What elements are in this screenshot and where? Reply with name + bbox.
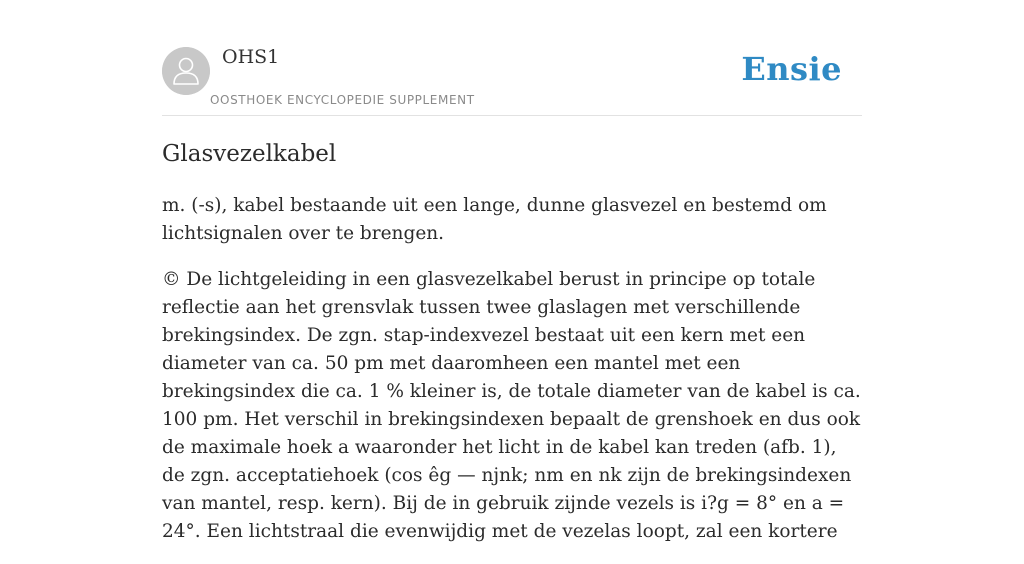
entry-header — [162, 44, 862, 116]
definition-paragraph: m. (-s), kabel bestaande uit een lange, dunne glasvezel en bestemd om lichtsignalen over te brengen. — [162, 195, 827, 244]
entry-content — [162, 138, 862, 564]
description-paragraph: © De lichtgeleiding in een glasvezelkabel berust in principe op totale reflectie aan het grensvlak tussen twee glaslagen met verschillende brekingsindex. De zgn. stap-indexvezel bestaat uit een kern met een diameter van ca. 50 pm met daaromheen een mantel met een brekingsindex die ca. 1 % kleiner is, de totale diameter van de kabel is ca. 100 pm. Het verschil in brekingsindexen bepaalt de grenshoek en dus ook de maximale hoek a waaronder het licht in de kabel kan treden (afb. 1), de zgn. acceptatiehoek (cos êg — njnk; nm en nk zijn de brekingsindexen van mantel, resp. kern). Bij de in gebruik zijnde vezels is i?g = 8° en a = 24°. Een lichtstraal die evenwijdig met de vezelas loopt, zal een kortere — [162, 269, 861, 542]
dictionary-name[interactable]: OOSTHOEK ENCYCLOPEDIE SUPPLEMENT — [210, 93, 475, 107]
user-avatar-icon[interactable] — [162, 47, 210, 95]
entry-title: Glasvezelkabel — [162, 141, 337, 167]
user-name[interactable]: OHS1 — [222, 46, 280, 68]
brand-logo[interactable]: Ensie — [741, 50, 842, 88]
header-divider — [162, 115, 862, 116]
